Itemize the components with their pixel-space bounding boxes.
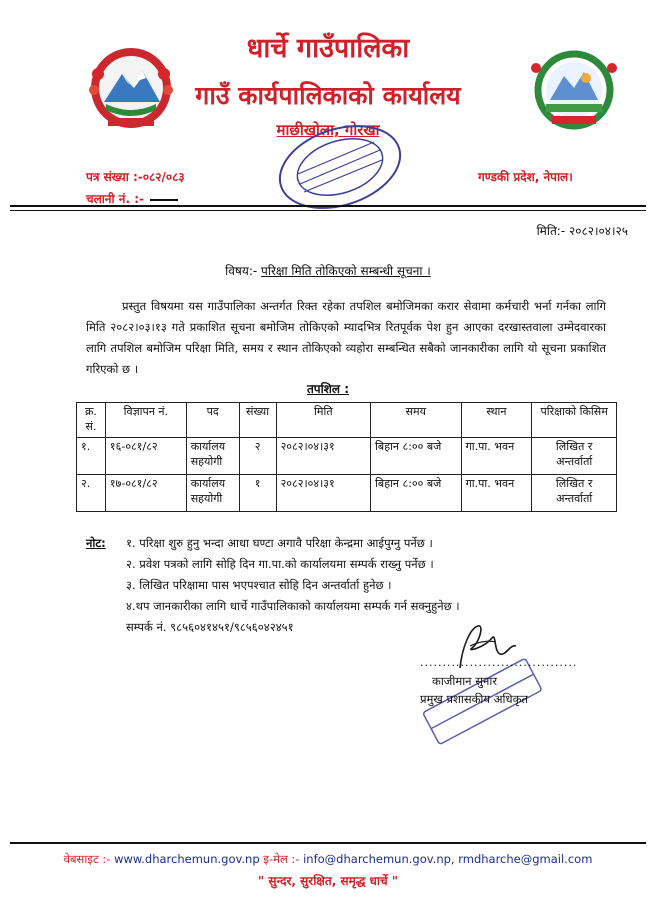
col-header-date: मिति xyxy=(276,403,371,438)
body-paragraph: प्रस्तुत विषयमा यस गाउँपालिका अन्तर्गत रिक्त रहेका तपशिल बमोजिमका करार सेवामा कर्मचारी भर्ना गर्नका लागि मिति २०८२।०३।१३ गते प्रकाशित सूचना बमोजिम तोकिएको म्यादभित्र रितपूर्वक पेश हुन आएका दरखास्तवाला उम्मेदवारका लागि तपशिल बमोजिम परिक्षा मिति, समय र स्थान तोकिएको व्यहोरा सम्बन्धित सबैको जानकारीका लागि यो सूचना प्रकाशित गरिएको छ । xyxy=(86,299,606,376)
signatory-title: प्रमुख प्रशासकीय अधिकृत xyxy=(420,692,528,706)
header-divider xyxy=(10,205,646,207)
exam-schedule-table xyxy=(76,402,617,512)
table-header-row xyxy=(77,403,617,438)
cell-advertisement: १६-०८१/८२ xyxy=(105,438,186,475)
office-round-stamp xyxy=(270,124,410,210)
header-divider-thin xyxy=(10,210,646,211)
cell-venue: गा.पा. भवन xyxy=(461,475,532,512)
cell-exam-type: लिखित र अन्तर्वार्ता xyxy=(532,438,617,475)
subject-text: परिक्षा मिति तोकिएको सम्बन्धी सूचना । xyxy=(261,264,431,278)
col-header-sn: क्र. सं. xyxy=(77,403,106,438)
subject-line xyxy=(0,262,656,279)
note-item: २. प्रवेश पत्रको लागि सोहि दिन गा.पा.को कार्यालयमा सम्पर्क राख्नु पर्नेछ । xyxy=(126,557,434,571)
office-name: गाउँ कार्यपालिकाको कार्यालय xyxy=(195,81,461,110)
subject-label: विषय:- xyxy=(225,264,258,278)
reference-number: पत्र संख्या :-०८२/०८३ xyxy=(86,170,185,184)
note-item: ३. लिखित परिक्षामा पास भएपश्चात सोहि दिन अन्तर्वार्ता हुनेछ । xyxy=(126,578,392,592)
website-link[interactable]: www.dharchemun.gov.np xyxy=(114,852,260,866)
province-name: गण्डकी प्रदेश, नेपाल। xyxy=(478,170,573,184)
dispatch-number-label: चलानी नं. :- xyxy=(86,192,144,206)
table-title: तपशिल : xyxy=(306,382,350,396)
col-header-advertisement: विज्ञापन नं. xyxy=(105,403,186,438)
cell-time: बिहान ८:०० बजे xyxy=(371,475,462,512)
cell-count: २ xyxy=(239,438,276,475)
cell-sn: १. xyxy=(77,438,106,475)
email-label: इ-मेल :- xyxy=(263,852,300,866)
note-item: १. परिक्षा शुरु हुनु भन्दा आधा घण्टा अगावै परिक्षा केन्द्रमा आईपुग्नु पर्नेछ । xyxy=(126,536,433,550)
cell-advertisement: १७-०८१/८२ xyxy=(105,475,186,512)
cell-venue: गा.पा. भवन xyxy=(461,438,532,475)
municipality-motto: " सुन्दर, सुरक्षित, समृद्ध धार्चे " xyxy=(257,874,399,888)
signature-line: ................................... xyxy=(420,656,578,669)
cell-post: कार्यालय सहयोगी xyxy=(186,475,239,512)
cell-date: २०८२।०४।३१ xyxy=(276,438,371,475)
footer-contact xyxy=(0,852,656,867)
table-row xyxy=(77,438,617,475)
notes-label: नोट: xyxy=(86,536,106,550)
municipality-name: धार्चे गाउँपालिका xyxy=(246,33,410,64)
cell-time: बिहान ८:०० बजे xyxy=(371,438,462,475)
col-header-exam-type: परिक्षाको किसिम xyxy=(532,403,617,438)
footer-divider xyxy=(10,842,646,844)
table-row xyxy=(77,475,617,512)
dispatch-number-blank xyxy=(150,199,178,201)
cell-date: २०८२।०४।३१ xyxy=(276,475,371,512)
cell-exam-type: लिखित र अन्तर्वार्ता xyxy=(532,475,617,512)
email-link[interactable]: info@dharchemun.gov.np, rmdharche@gmail.com xyxy=(303,852,593,866)
note-item: ४.थप जानकारीका लागि धार्चे गाउँपालिकाको कार्यालयमा सम्पर्क गर्न सक्नुहुनेछ । xyxy=(126,599,460,613)
letter-date: मिति:- २०८२।०४।२५ xyxy=(536,224,628,238)
website-label: वेबसाइट :- xyxy=(63,852,111,866)
cell-count: १ xyxy=(239,475,276,512)
col-header-time: समय xyxy=(371,403,462,438)
signatory-name: काजीमान सुनार xyxy=(432,674,498,688)
cell-sn: २. xyxy=(77,475,106,512)
cell-post: कार्यालय सहयोगी xyxy=(186,438,239,475)
col-header-venue: स्थान xyxy=(461,403,532,438)
col-header-count: संख्या xyxy=(239,403,276,438)
office-address: माछीखोला, गोरखा xyxy=(276,121,380,139)
contact-number: सम्पर्क नं. ९८५६०४१४५१/९८५६०४२४५१ xyxy=(126,620,294,634)
col-header-post: पद xyxy=(186,403,239,438)
letter-body xyxy=(86,296,606,380)
